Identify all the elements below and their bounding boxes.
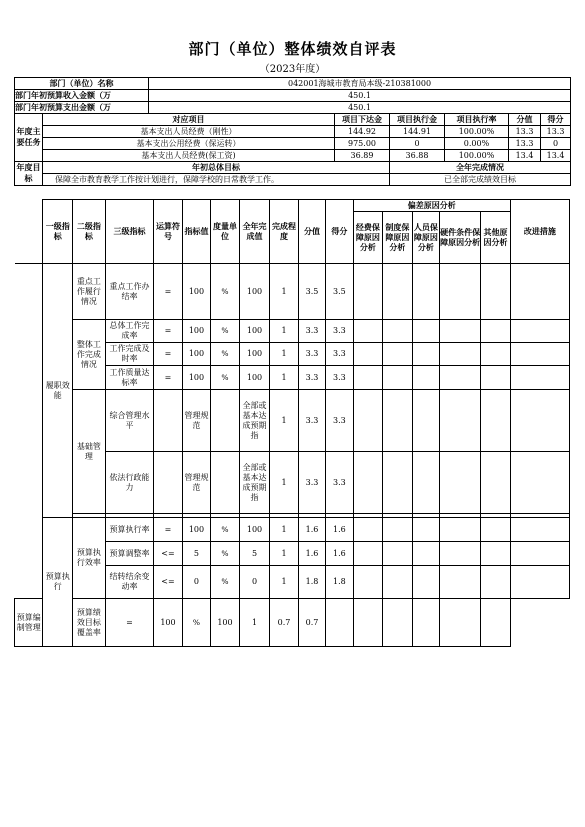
header-improvement: 改进措施 (510, 200, 569, 264)
degree-cell: 1 (270, 264, 298, 320)
score-value-cell: 1.8 (298, 566, 325, 599)
task-row (15, 150, 571, 162)
header-score: 得分 (326, 200, 353, 264)
unit-cell: % (211, 343, 239, 366)
task-executed: 0 (390, 138, 445, 150)
degree-cell: 1 (270, 452, 298, 514)
income-value: 450.1 (149, 90, 571, 102)
indicator-table (14, 199, 570, 647)
task-name: 基本支出公用经费（保运转） (43, 138, 335, 150)
table-row (15, 518, 570, 542)
task-issued: 144.92 (335, 126, 390, 138)
operator-cell: = (154, 343, 182, 366)
actual-cell: 100 (239, 264, 270, 320)
score-value-cell: 3.3 (298, 366, 325, 390)
operator-cell (154, 390, 182, 452)
level1-cell: 履职效能 (43, 264, 73, 518)
header-dev-system: 制度保障原因分析 (383, 212, 413, 264)
task-score-value: 13.3 (509, 126, 541, 138)
target-cell: 100 (182, 343, 210, 366)
score-value-cell: 3.3 (298, 390, 325, 452)
degree-cell: 1 (270, 320, 298, 343)
header-level2: 二级指标 (73, 200, 106, 264)
target-cell: 管理规范 (182, 390, 210, 452)
task-rate: 100.00% (445, 150, 509, 162)
unit-cell (211, 390, 239, 452)
task-executed: 36.88 (390, 150, 445, 162)
score-cell: 3.3 (326, 452, 353, 514)
operator-cell: = (105, 599, 154, 647)
score-cell: 1.6 (326, 542, 353, 566)
unit-cell: % (182, 599, 210, 647)
task-row (15, 138, 571, 150)
actual-cell: 100 (211, 599, 239, 647)
header-dev-funding: 经费保障原因分析 (353, 212, 383, 264)
level2-cell: 整体工作完成情况 (73, 320, 106, 390)
operator-cell (154, 452, 182, 514)
table-row (15, 390, 570, 452)
unit-cell: % (211, 542, 239, 566)
target-cell: 100 (182, 518, 210, 542)
level2-cell: 预算编制管理 (15, 599, 43, 647)
task-header-issued: 项目下达金 (335, 114, 390, 126)
header-dev-personnel: 人员保障原因分析 (412, 212, 439, 264)
goal-initial-header: 年初总体目标 (43, 162, 390, 174)
unit-cell: % (211, 566, 239, 599)
target-cell: 管理规范 (182, 452, 210, 514)
actual-cell: 全部或基本达成预期指 (239, 452, 270, 514)
dept-row (15, 78, 571, 90)
header-deviation: 偏差原因分析 (353, 200, 510, 212)
operator-cell: = (154, 518, 182, 542)
level3-cell: 工作完成及时率 (105, 343, 154, 366)
indicator-left-margin (15, 200, 43, 264)
goal-completion-header: 全年完成情况 (390, 162, 571, 174)
task-name: 基本支出人员经费（刚性） (43, 126, 335, 138)
level3-cell: 预算调整率 (105, 542, 154, 566)
page-subtitle: （2023年度） (259, 64, 326, 75)
table-row (15, 264, 570, 320)
unit-cell (211, 452, 239, 514)
header-level3: 三级指标 (105, 200, 154, 264)
level2-cell: 预算执行效率 (73, 518, 106, 599)
goal-header-row (15, 162, 571, 174)
level3-cell: 综合管理水平 (105, 390, 154, 452)
task-rate: 100.00% (445, 126, 509, 138)
task-header-score-value: 分值 (509, 114, 541, 126)
header-dev-other: 其他原因分析 (481, 212, 511, 264)
level2-cell: 基础管理 (73, 390, 106, 514)
degree-cell: 1 (270, 390, 298, 452)
unit-cell: % (211, 518, 239, 542)
task-header-rate: 项目执行率 (445, 114, 509, 126)
task-header-item: 对应项目 (43, 114, 335, 126)
actual-cell: 100 (239, 518, 270, 542)
header-unit: 度量单位 (211, 200, 239, 264)
task-header-score: 得分 (541, 114, 571, 126)
header-score-value: 分值 (298, 200, 325, 264)
score-cell: 3.5 (326, 264, 353, 320)
task-score-value: 13.4 (509, 150, 541, 162)
level1-cell: 预算执行 (43, 518, 73, 647)
operator-cell: <= (154, 542, 182, 566)
income-label: 部门年初预算收入金额（万 (15, 90, 149, 102)
goal-text-row (15, 174, 571, 186)
level3-cell: 依法行政能力 (105, 452, 154, 514)
table-row (15, 320, 570, 343)
task-score: 13.4 (541, 150, 571, 162)
score-cell: 0.7 (298, 599, 325, 647)
operator-cell: <= (154, 566, 182, 599)
header-operator: 运算符号 (154, 200, 182, 264)
score-value-cell: 3.3 (298, 343, 325, 366)
degree-cell: 1 (270, 518, 298, 542)
dept-value: 042001海城市教育局本级-210381000 (149, 78, 571, 90)
task-score: 13.3 (541, 126, 571, 138)
level3-cell: 结转结余变动率 (105, 566, 154, 599)
score-value-cell: 1.6 (298, 518, 325, 542)
score-cell: 1.6 (326, 518, 353, 542)
actual-cell: 5 (239, 542, 270, 566)
goal-group-label: 年度目标 (15, 162, 43, 186)
target-cell: 100 (182, 320, 210, 343)
target-cell: 5 (182, 542, 210, 566)
task-name: 基本支出人员经费(保工资) (43, 150, 335, 162)
task-executed: 144.91 (390, 126, 445, 138)
task-score-value: 13.3 (509, 138, 541, 150)
degree-cell: 1 (239, 599, 270, 647)
expense-row (15, 102, 571, 114)
task-header-executed: 项目执行金 (390, 114, 445, 126)
actual-cell: 100 (239, 366, 270, 390)
level3-cell: 预算执行率 (105, 518, 154, 542)
actual-cell: 100 (239, 320, 270, 343)
task-issued: 975.00 (335, 138, 390, 150)
level3-cell: 工作质量达标率 (105, 366, 154, 390)
degree-cell: 1 (270, 566, 298, 599)
goal-initial-text: 保障全市教育教学工作按计划进行，保障学校的日常教学工作。 (43, 174, 390, 186)
degree-cell: 1 (270, 542, 298, 566)
target-cell: 0 (182, 566, 210, 599)
income-row (15, 90, 571, 102)
level3-cell: 总体工作完成率 (105, 320, 154, 343)
operator-cell: = (154, 264, 182, 320)
target-cell: 100 (154, 599, 182, 647)
actual-cell: 100 (239, 343, 270, 366)
score-cell: 3.3 (326, 366, 353, 390)
indicator-header-row (15, 200, 570, 212)
task-row (15, 126, 571, 138)
header-dev-hardware: 硬件条件保障原因分析 (440, 212, 481, 264)
target-cell: 100 (182, 366, 210, 390)
expense-label: 部门年初预算支出金额（万 (15, 102, 149, 114)
score-cell: 3.3 (326, 320, 353, 343)
score-value-cell: 3.3 (298, 452, 325, 514)
score-cell: 3.3 (326, 390, 353, 452)
score-value-cell: 3.5 (298, 264, 325, 320)
header-level1: 一级指标 (43, 200, 73, 264)
table-row (15, 599, 570, 647)
level2-cell: 重点工作履行情况 (73, 264, 106, 320)
operator-cell: = (154, 320, 182, 343)
task-header-row (15, 114, 571, 126)
task-group-label: 年度主要任务 (15, 114, 43, 162)
indicator-left-margin (15, 264, 43, 599)
target-cell: 100 (182, 264, 210, 320)
expense-value: 450.1 (149, 102, 571, 114)
score-value-cell: 3.3 (298, 320, 325, 343)
score-value-cell: 1.6 (298, 542, 325, 566)
score-value-cell: 0.7 (270, 599, 298, 647)
actual-cell: 全部或基本达成预期指 (239, 390, 270, 452)
level3-cell: 预算绩效目标覆盖率 (73, 599, 106, 647)
actual-cell: 0 (239, 566, 270, 599)
goal-completion-text: 已全部完成绩效目标 (390, 174, 571, 186)
summary-table (14, 77, 571, 186)
task-issued: 36.89 (335, 150, 390, 162)
score-cell: 3.3 (326, 343, 353, 366)
score-cell: 1.8 (326, 566, 353, 599)
page-title: 部门（单位）整体绩效自评表 (188, 40, 397, 58)
dept-label: 部门（单位）名称 (15, 78, 149, 90)
header-actual: 全年完成值 (239, 200, 270, 264)
degree-cell: 1 (270, 366, 298, 390)
level3-cell: 重点工作办结率 (105, 264, 154, 320)
unit-cell: % (211, 366, 239, 390)
unit-cell: % (211, 264, 239, 320)
degree-cell: 1 (270, 343, 298, 366)
task-score: 0 (541, 138, 571, 150)
header-target: 指标值 (182, 200, 210, 264)
header-degree: 完成程度 (270, 200, 298, 264)
task-rate: 0.00% (445, 138, 509, 150)
unit-cell: % (211, 320, 239, 343)
operator-cell: = (154, 366, 182, 390)
